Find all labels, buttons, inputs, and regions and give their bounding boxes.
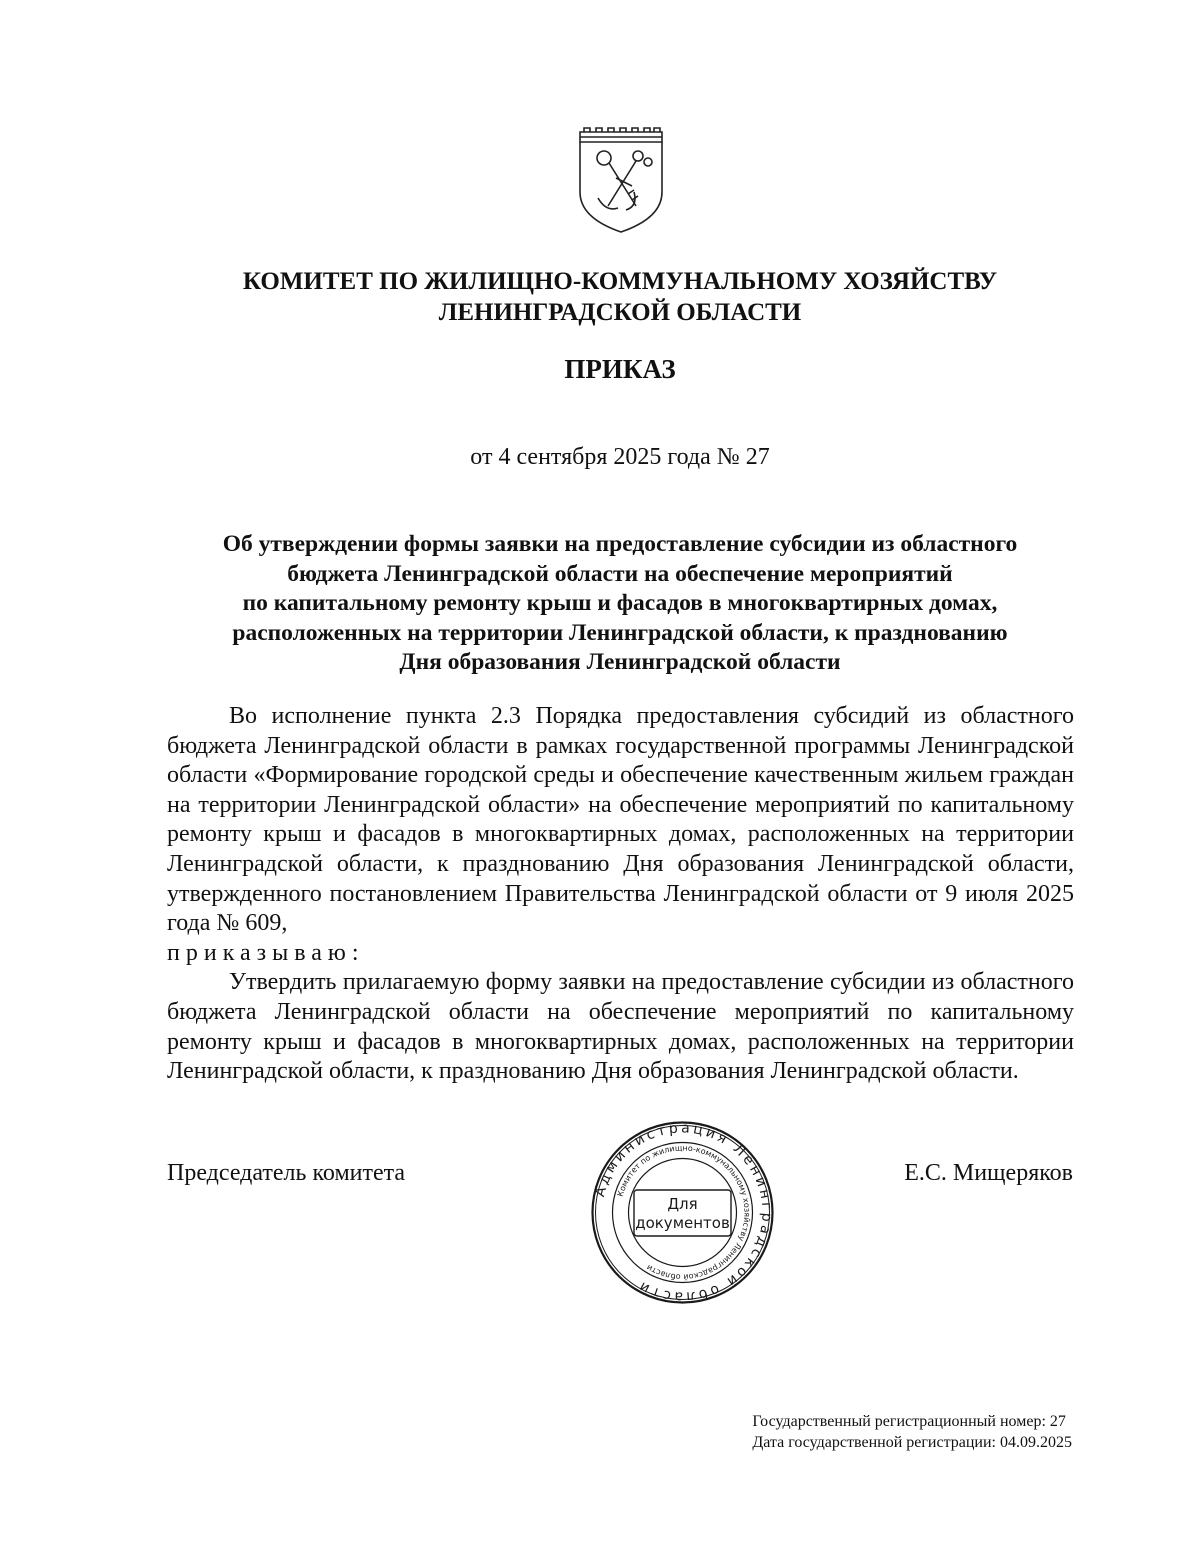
- document-date-number: от 4 сентября 2025 года № 27: [470, 444, 770, 470]
- body-order-word: [167, 939, 1074, 969]
- body-paragraph-preamble: [167, 702, 1074, 939]
- seal-inner-text: Комитет по жилищно-коммунальному хозяйству Ленинградской области: [615, 1143, 752, 1282]
- leningrad-oblast-coat-of-arms-icon: [576, 126, 666, 236]
- document-type: ПРИКАЗ: [564, 354, 676, 384]
- preamble-text: Во исполнение пункта 2.3 Порядка предоставления субсидий из областного бюджета Ленинградской области в рамках государственной программы Ленинградской области «Формирование городской среды и обеспечение качественным жильем граждан на территории Ленинградской области» на обеспечение мероприятий по капитальному ремонту крыш и фасадов в многоквартирных домах, расположенных на территории Ленинградской области, к празднованию Дня образования Ленинградской области, утвержденного постановлением Правительства Ленинградской области от 9 июля 2025 года № 609,: [167, 703, 1074, 937]
- organization-name-line1: КОМИТЕТ ПО ЖИЛИЩНО-КОММУНАЛЬНОМУ ХОЗЯЙСТВУ: [242, 268, 998, 295]
- resolution-text: Утвердить прилагаемую форму заявки на предоставление субсидии из областного бюджета Ленинградской области на обеспечение мероприятий по капитальному ремонту крыш и фасадов в многоквартирных домах, расположенных на территории Ленинградской области, к празднованию Дня образования Ленинградской области.: [167, 969, 1074, 1085]
- official-seal: [590, 1120, 775, 1305]
- signatory-name: Е.С. Мищеряков: [904, 1160, 1073, 1186]
- registration-info: [752, 1411, 1072, 1453]
- seal-outer-text: Администрация Ленинградской области: [592, 1120, 775, 1305]
- document-title: [150, 530, 1090, 678]
- signatory-position: Председатель комитета: [167, 1160, 406, 1186]
- organization-name: [120, 266, 1120, 328]
- registration-date: Дата государственной регистрации: 04.09.2025: [752, 1434, 1072, 1451]
- organization-name-line2: ЛЕНИНГРАДСКОЙ ОБЛАСТИ: [438, 299, 802, 326]
- body-paragraph-resolution: [167, 968, 1074, 1086]
- title-line5: Дня образования Ленинградской области: [399, 649, 841, 675]
- document-body: [167, 702, 1074, 1087]
- seal-center-line1: Для: [667, 1195, 698, 1213]
- order-word: приказываю:: [167, 939, 365, 966]
- title-line2: бюджета Ленинградской области на обеспечение мероприятий: [287, 560, 953, 587]
- registration-number: Государственный регистрационный номер: 27: [752, 1413, 1066, 1430]
- title-line4: расположенных на территории Ленинградской области, к празднованию: [232, 619, 1008, 646]
- seal-center-line2: документов: [635, 1214, 730, 1232]
- title-line1: Об утверждении формы заявки на предоставление субсидии из областного: [222, 531, 1018, 557]
- title-line3: по капитальному ремонту крыш и фасадов в многоквартирных домах,: [242, 590, 998, 616]
